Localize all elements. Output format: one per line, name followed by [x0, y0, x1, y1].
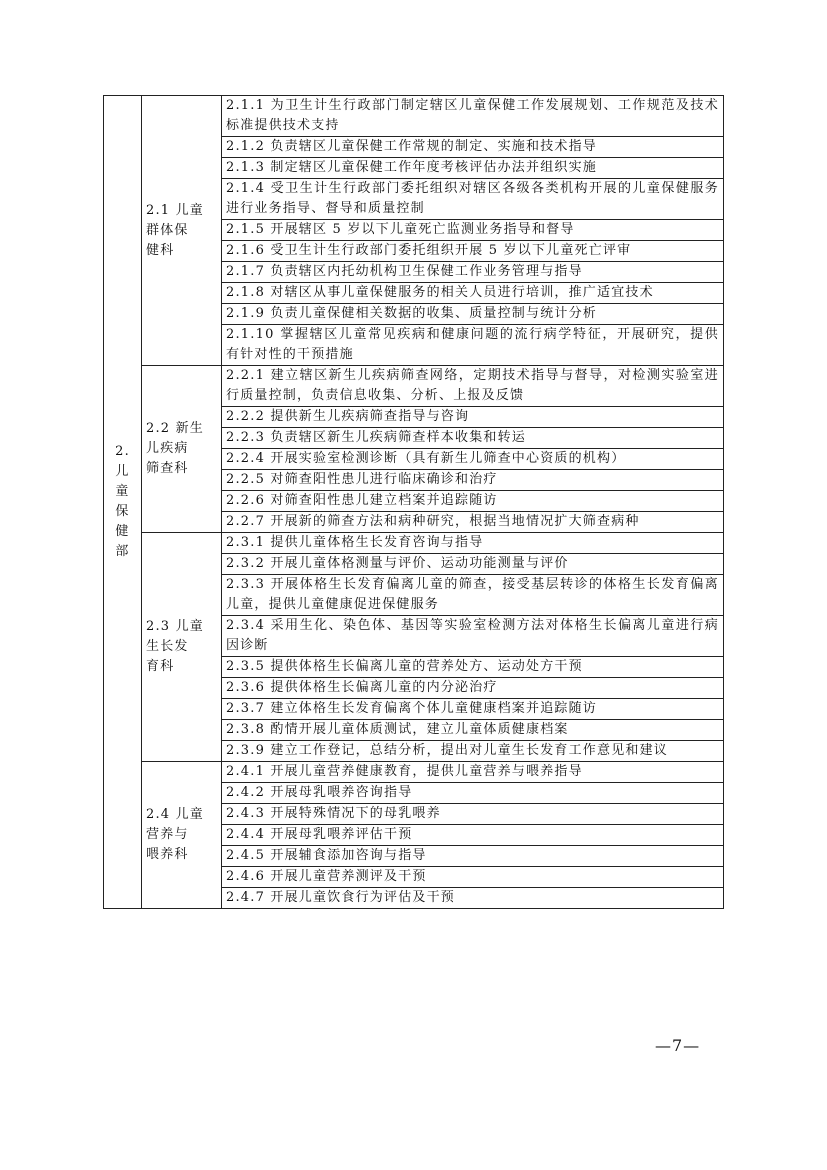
section-cell: 2.2 新生 儿疾病 筛查科	[142, 366, 222, 533]
duty-item: 2.2.7 开展新的筛查方法和病种研究，根据当地情况扩大筛查病种	[222, 512, 724, 533]
duty-item: 2.1.9 负责儿童保健相关数据的收集、质量控制与统计分析	[222, 304, 724, 325]
table-row	[104, 533, 724, 554]
duty-item: 2.1.1 为卫生计生行政部门制定辖区儿童保健工作发展规划、工作规范及技术标准提供技术支持	[222, 96, 724, 137]
table-row	[104, 96, 724, 137]
duty-item: 2.3.5 提供体格生长偏离儿童的营养处方、运动处方干预	[222, 657, 724, 678]
duty-item: 2.3.2 开展儿童体格测量与评价、运动功能测量与评价	[222, 554, 724, 575]
page-number: —7—	[655, 1036, 701, 1055]
duty-item: 2.3.6 提供体格生长偏离儿童的内分泌治疗	[222, 678, 724, 699]
duty-item: 2.1.2 负责辖区儿童保健工作常规的制定、实施和技术指导	[222, 137, 724, 158]
duty-item: 2.1.10 掌握辖区儿童常见疾病和健康问题的流行病学特征，开展研究，提供有针对性的干预措施	[222, 325, 724, 366]
duty-item: 2.2.4 开展实验室检测诊断（具有新生儿筛查中心资质的机构）	[222, 449, 724, 470]
duty-item: 2.4.5 开展辅食添加咨询与指导	[222, 846, 724, 867]
table-row	[104, 762, 724, 783]
duty-item: 2.3.8 酌情开展儿童体质测试，建立儿童体质健康档案	[222, 720, 724, 741]
duty-item: 2.4.7 开展儿童饮食行为评估及干预	[222, 888, 724, 909]
duty-item: 2.2.3 负责辖区新生儿疾病筛查样本收集和转运	[222, 428, 724, 449]
section-cell: 2.3 儿童 生长发 育科	[142, 533, 222, 762]
duty-item: 2.1.8 对辖区从事儿童保健服务的相关人员进行培训，推广适宜技术	[222, 283, 724, 304]
table-row	[104, 366, 724, 407]
duty-item: 2.2.2 提供新生儿疾病筛查指导与咨询	[222, 407, 724, 428]
section-cell: 2.1 儿童 群体保 健科	[142, 96, 222, 366]
duty-item: 2.4.2 开展母乳喂养咨询指导	[222, 783, 724, 804]
duty-item: 2.1.3 制定辖区儿童保健工作年度考核评估办法并组织实施	[222, 158, 724, 179]
duty-item: 2.1.4 受卫生计生行政部门委托组织对辖区各级各类机构开展的儿童保健服务进行业务指导、督导和质量控制	[222, 179, 724, 220]
section-cell: 2.4 儿童 营养与 喂养科	[142, 762, 222, 909]
responsibility-table	[103, 95, 724, 909]
duty-item: 2.4.4 开展母乳喂养评估干预	[222, 825, 724, 846]
duty-item: 2.2.5 对筛查阳性患儿进行临床确诊和治疗	[222, 470, 724, 491]
duty-item: 2.4.6 开展儿童营养测评及干预	[222, 867, 724, 888]
duty-item: 2.3.3 开展体格生长发育偏离儿童的筛查，接受基层转诊的体格生长发育偏离儿童，提供儿童健康促进保健服务	[222, 575, 724, 616]
duty-item: 2.1.6 受卫生计生行政部门委托组织开展 5 岁以下儿童死亡评审	[222, 241, 724, 262]
duty-item: 2.3.4 采用生化、染色体、基因等实验室检测方法对体格生长偏离儿童进行病因诊断	[222, 616, 724, 657]
duty-item: 2.1.7 负责辖区内托幼机构卫生保健工作业务管理与指导	[222, 262, 724, 283]
duty-item: 2.3.1 提供儿童体格生长发育咨询与指导	[222, 533, 724, 554]
duty-item: 2.1.5 开展辖区 5 岁以下儿童死亡监测业务指导和督导	[222, 220, 724, 241]
duty-item: 2.3.7 建立体格生长发育偏离个体儿童健康档案并追踪随访	[222, 699, 724, 720]
duty-item: 2.2.6 对筛查阳性患儿建立档案并追踪随访	[222, 491, 724, 512]
duty-item: 2.3.9 建立工作登记，总结分析，提出对儿童生长发育工作意见和建议	[222, 741, 724, 762]
department-cell: 2. 儿 童 保 健 部	[104, 96, 142, 909]
duty-item: 2.4.3 开展特殊情况下的母乳喂养	[222, 804, 724, 825]
duty-item: 2.4.1 开展儿童营养健康教育，提供儿童营养与喂养指导	[222, 762, 724, 783]
duty-item: 2.2.1 建立辖区新生儿疾病筛查网络，定期技术指导与督导，对检测实验室进行质量控制，负责信息收集、分析、上报及反馈	[222, 366, 724, 407]
